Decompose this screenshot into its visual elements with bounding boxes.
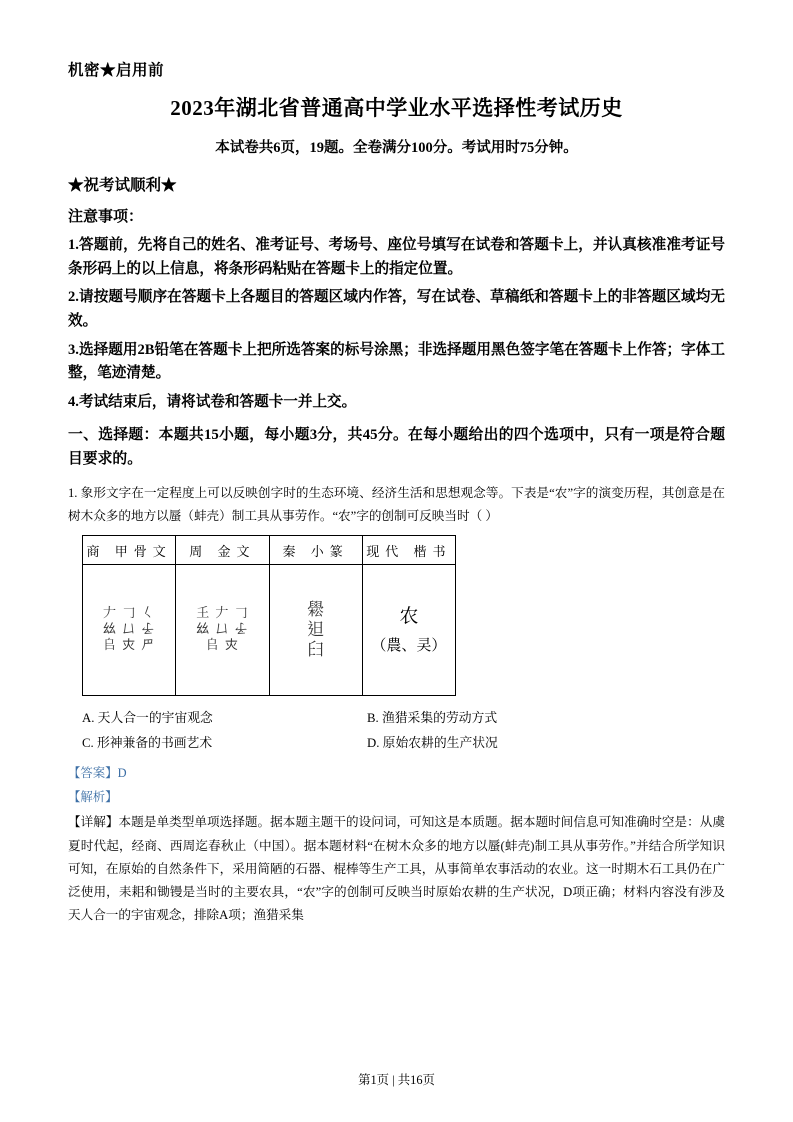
modern-script-cell — [362, 565, 455, 696]
option-a-text: 天人合一的宇宙观念 — [97, 711, 213, 726]
analysis-body — [68, 811, 725, 927]
secret-label: 机密★启用前 — [68, 62, 165, 79]
option-d-text: 原始农耕的生产状况 — [382, 736, 498, 751]
notice-item: 1.答题前，先将自己的姓名、准考证号、考场号、座位号填写在试卷和答题卡上，并认真核准准考证号条形码上的以上信息，将条形码粘贴在答题卡上的指定位置。 — [68, 237, 725, 277]
notice-item: 2.请按题号顺序在答题卡上各题目的答题区域内作答，写在试卷、草稿纸和答题卡上的非答题区域均无效。 — [68, 289, 725, 329]
analysis-label: 【解析】 — [68, 789, 118, 804]
seal-glyph-image: 𦦵 𨑨 𦥑 — [307, 599, 325, 661]
question-options — [82, 706, 725, 756]
option-c-key: C. — [82, 736, 94, 751]
page-title: 2023年湖北省普通高中学业水平选择性考试历史 — [170, 96, 623, 120]
wish-line: ★祝考试顺利★ — [68, 177, 177, 194]
seal-script-cell — [269, 565, 362, 696]
option-b-key: B. — [367, 711, 379, 726]
answer-value: D — [117, 766, 127, 781]
bronze-script-cell — [176, 565, 269, 696]
table-header-cell: 周 金文 — [176, 536, 269, 565]
glyph-evolution-table — [82, 535, 725, 696]
oracle-glyph-image: 𠂇 𠃌 𡿨 𢆶 𠙴 𠄔 𠂤 𡗜 𠃜 — [102, 605, 156, 654]
option-d[interactable] — [367, 731, 652, 756]
modern-glyph-variants: （農、㚑） — [371, 637, 447, 654]
option-c[interactable] — [82, 731, 367, 756]
modern-glyph-main: 农 — [399, 606, 419, 628]
notice-item: 4.考试结束后，请将试卷和答题卡一并上交。 — [68, 393, 357, 410]
option-b[interactable] — [367, 706, 652, 731]
answer-line — [68, 762, 725, 786]
detail-label: 【详解】 — [68, 815, 119, 830]
option-b-text: 渔猎采集的劳动方式 — [381, 711, 498, 726]
modern-glyph-text — [365, 601, 453, 659]
section-heading: 一、选择题：本题共15小题，每小题3分，共45分。在每小题给出的四个选项中，只有一项是符合题目要求的。 — [68, 427, 725, 468]
bronze-glyph-image: 𡈼 𠂇 𠃌 𢆶 𠙴 𠄔 𠂤 𡗜 — [196, 605, 249, 654]
option-row — [82, 706, 725, 731]
option-a-key: A. — [82, 711, 95, 726]
option-c-text: 形神兼备的书画艺术 — [96, 736, 213, 751]
notice-item: 3.选择题用2B铅笔在答题卡上把所选答案的标号涂黑；非选择题用黑色签字笔在答题卡上作答；字体工整，笔迹清楚。 — [68, 341, 725, 382]
option-d-key: D. — [367, 736, 380, 751]
table-header-cell: 现代 楷书 — [362, 536, 455, 565]
table-header-cell: 秦 小篆 — [269, 536, 362, 565]
answer-label: 【答案】 — [68, 766, 118, 781]
option-a[interactable] — [82, 706, 367, 731]
notice-heading: 注意事项： — [68, 209, 144, 225]
table-header-cell: 商 甲骨文 — [83, 536, 176, 565]
detail-text: 本题是单类型单项选择题。据本题主题干的设问词，可知这是本质题。据本题时间信息可知准确时空是：从虞夏时代起，经商、西周迄春秋止（中国）。据本题材料“在树木众多的地方以蜃(蚌壳)制工具从事劳作。”并结合所学知识可知，在原始的自然条件下，采用简陋的石器、棍棒等生产工具，从事简单农事活动的农业。这一时期木石工具仍在广泛使用，耒耜和锄镘是当时的主要农具，“农”字的创制可反映当时原始农耕的生产状况，D项正确；材料内容没有涉及天人合一的宇宙观念，排除A项；渔猎采集 — [68, 815, 726, 923]
question-stem: 1. 象形文字在一定程度上可以反映创字时的生态环境、经济生活和思想观念等。下表是“农”字的演变历程，其创意是在树木众多的地方以蜃（蚌壳）制工具从事劳作。“农”字的创制可反映当时（ ） — [68, 486, 725, 523]
oracle-bone-script-cell — [83, 565, 176, 696]
page-footer: 第1页 | 共16页 — [358, 1073, 435, 1087]
option-row — [82, 731, 725, 756]
exam-subtitle: 本试卷共6页，19题。全卷满分100分。考试用时75分钟。 — [215, 140, 578, 156]
table-row — [83, 565, 456, 696]
